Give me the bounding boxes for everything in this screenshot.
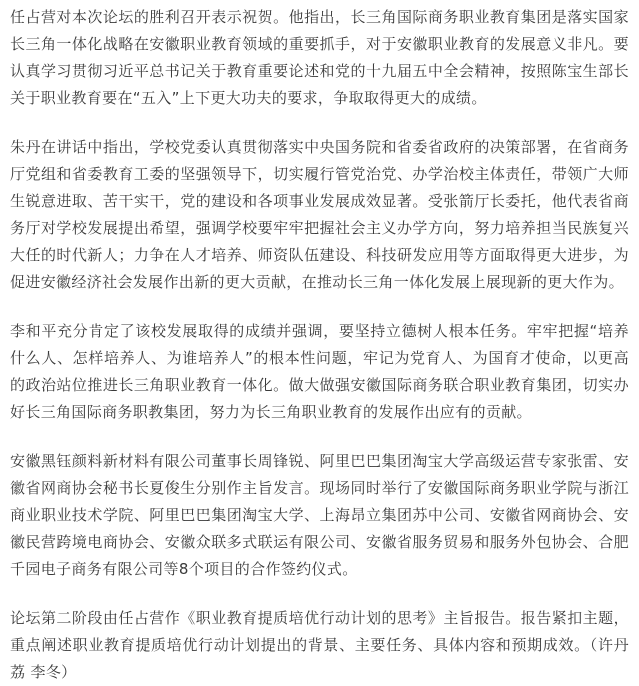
article-paragraph: 任占营对本次论坛的胜利召开表示祝贺。他指出，长三角国际商务职业教育集团是落实国家长三角一体化战略在安徽职业教育领域的重要抓手，对于安徽职业教育的发展意义非凡。要认真学习贯彻习近平总书记关于教育重要论述和党的十九届五中全会精神，按照陈宝生部长关于职业教育要在“五入”上下更大功夫的要求，争取取得更大的成绩。 [10,8,629,107]
article-paragraph: 朱丹在讲话中指出，学校党委认真贯彻落实中央国务院和省委省政府的决策部署，在省商务厅党组和省委教育工委的坚强领导下，切实履行管党治党、办学治校主体责任，带领广大师生锐意进取、苦干实干，党的建设和各项事业发展成效显著。受张箭厅长委托，他代表省商务厅对学校发展提出希望，强调学校要牢牢把握社会主义办学方向，努力培养担当民族复兴大任的时代新人；力争在人才培养、师资队伍建设、科技研发应用等方面取得更大进步，为促进安徽经济社会发展作出新的更大贡献，在推动长三角一体化发展上展现新的更大作为。 [10,138,629,291]
article-paragraph: 论坛第二阶段由任占营作《职业教育提质培优行动计划的思考》主旨报告。报告紧扣主题，重点阐述职业教育提质培优行动计划提出的背景、主要任务、具体内容和预期成效。（许丹荔 李冬） [10,609,629,681]
article-paragraph: 李和平充分肯定了该校发展取得的成绩并强调，要坚持立德树人根本任务。牢牢把握“培养什么人、怎样培养人、为谁培养人”的根本性问题，牢记为党育人、为国育才使命，以更高的政治站位推进长三角职业教育一体化。做大做强安徽国际商务联合职业教育集团，切实办好长三角国际商务职教集团，努力为长三角职业教育的发展作出应有的贡献。 [10,322,629,421]
article-paragraph: 安徽黑钰颜料新材料有限公司董事长周锋锐、阿里巴巴集团淘宝大学高级运营专家张雷、安徽省网商协会秘书长夏俊生分别作主旨发言。现场同时举行了安徽国际商务职业学院与浙江商业职业技术学院、阿里巴巴集团淘宝大学、上海昂立集团苏中公司、安徽省网商协会、安徽民营跨境电商协会、安徽众联多式联运有限公司、安徽省服务贸易和服务外包协会、合肥千园电子商务有限公司等8个项目的合作签约仪式。 [10,452,629,578]
